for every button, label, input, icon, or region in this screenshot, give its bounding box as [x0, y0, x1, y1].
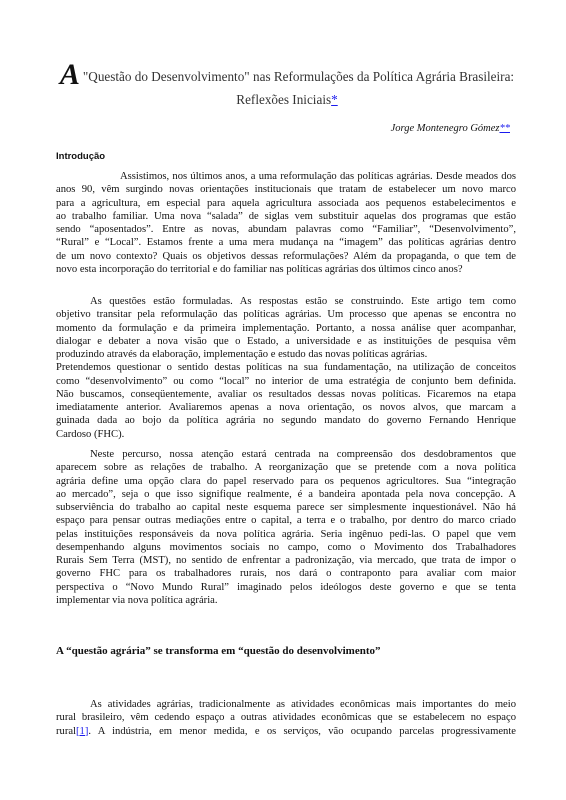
title-footnote-link[interactable]: *	[331, 92, 338, 107]
footnote-ref-link[interactable]: [1]	[76, 725, 89, 737]
paragraph-line: Assistimos, nos últimos anos, a uma reformulação das políticas agrárias. Desde meados dos	[120, 171, 516, 182]
paragraph-text: rural	[56, 725, 76, 737]
paragraph-4	[56, 698, 516, 738]
document-title	[52, 60, 522, 109]
paragraph-line: Neste percurso, nossa atenção estará centrada na compreensão dos desdobramentos que	[90, 449, 516, 460]
paragraph-line-with-ref	[56, 725, 516, 738]
paragraph-line: agrária define uma opção clara do papel reservado para os pequenos agricultores. Sua “integração	[56, 475, 516, 487]
paragraph-line: aparecem sobre as relações de trabalho. A reorganização que se pretende com a nova política	[56, 462, 516, 474]
section-heading-intro: Introdução	[56, 151, 106, 162]
paragraph-line: pelas instituições responsáveis da nova política agrária. Seria ingênuo pedi-las. O papel que vem	[56, 528, 516, 540]
paragraph-line: dialogar e debater a nova visão que o Estado, a universidade e as instituições de pesquisa vêm	[56, 335, 516, 347]
paragraph-line: Não buscamos, conseqüentemente, avaliar os resultados dessas novas políticas. Ficaremos na etapa	[56, 388, 516, 400]
paragraph-line: governo FHC para os trabalhadores rurais, nos dará o contraponto para avaliar com maior	[56, 568, 516, 580]
paragraph-line: As atividades agrárias, tradicionalmente as atividades econômicas mais importantes do meio	[90, 699, 516, 710]
paragraph-line: implementar via nova política agrária.	[56, 594, 218, 606]
paragraph-line: guinada dada ao bojo da política agrária no segundo mandato do governo Fernando Henrique	[56, 415, 516, 427]
paragraph-line: anos 90, vêm surgindo novas orientações institucionais que tratam de estabelecer um novo marco	[56, 184, 516, 196]
paragraph-line: Cardoso (FHC).	[56, 428, 125, 440]
paragraph-2	[56, 295, 516, 441]
paragraph-line: rural brasileiro, vêm cedendo espaço a outras atividades econômicas que se estabelecem no espaço	[56, 712, 516, 724]
paragraph-line: momento da formulação e da primeira implementação. Portanto, a nossa análise quer acompanhar,	[56, 322, 516, 334]
paragraph-line: perspectiva o “Novo Mundo Rural” imaginado pelos ideólogos deste governo e que se tenta	[56, 581, 516, 593]
paragraph-line: “Rural” e “Local”. Estamos frente a uma mera mudança na “imagem” das políticas agrárias dentro	[56, 237, 516, 249]
paragraph-line: Rurais Sem Terra (MST), no sentido de enfrentar a padronização, via mercado, que trata de impor o	[56, 555, 516, 566]
paragraph-line: de um novo contexto? Quais os objetivos dessas reformulações? Além da propaganda, o que tem de	[56, 250, 516, 262]
paragraph-3	[56, 448, 516, 607]
paragraph-line: objetivo transitar pela reformulação das políticas agrárias. Um processo que apenas se encontra no	[56, 309, 516, 321]
paragraph-line: ao mercado”, seja o que isso signifique realmente, é a bandeira apontada pela nova concepção. A	[56, 488, 516, 500]
paragraph-line: espaço para pensar outras mediações entre o capital, a terra e o trabalho, por dentro do marco criado	[56, 515, 516, 527]
title-line-1: "Questão do Desenvolvimento" nas Reformulações da Política Agrária Brasileira:	[82, 69, 515, 84]
paragraph-1	[56, 170, 516, 276]
paragraph-line: imediatamente anterior. Avaliaremos apenas a nova orientação, os novos alvos, que marcam a	[56, 402, 516, 413]
author-footnote-link[interactable]: **	[499, 123, 510, 134]
paragraph-line: para a agricultura, em especial para aquela agricultura associada aos pequenos estabelecimentos e	[56, 197, 516, 209]
section-heading-2: A “questão agrária” se transforma em “questão do desenvolvimento”	[56, 645, 381, 657]
paragraph-line: desempenhando alguns movimentos sociais no campo, como o Movimento dos Trabalhadores	[56, 541, 516, 553]
paragraph-line: como “desenvolvimento” ou como “local” no interior de uma estratégia de conjunto bem definida.	[56, 375, 516, 387]
author-line	[391, 123, 510, 134]
paragraph-line: produzindo através da elaboração, implementação e estudo das novas políticas agrárias.	[56, 349, 428, 360]
paragraph-line: Pretendemos questionar o sentido destas políticas na sua fundamentação, na utilização de conceitos	[56, 362, 516, 374]
author-name: Jorge Montenegro Gómez	[390, 123, 500, 134]
paragraph-line: novo esta incorporação do territorial e do familiar nas políticas agrárias dos últimos cinco anos?	[56, 263, 463, 275]
paragraph-line: ao trabalho familiar. Uma nova “salada” de siglas vem substituir aquelas dos programas que estão	[56, 210, 516, 222]
paragraph-line: subserviência do trabalho ao capital neste esquema parece ser simplesmente inquestionável. Não há	[56, 502, 516, 513]
paragraph-text: . A indústria, em menor medida, e os serviços, vão ocupando parcelas progressivamente	[88, 725, 516, 737]
title-dropcap: A	[59, 58, 80, 91]
paragraph-line: sendo “aposentados”. Entre as novas, abundam palavras como “Familiar”, “Desenvolvimento”,	[56, 224, 516, 235]
title-line-2: Reflexões Iniciais	[236, 92, 332, 107]
paragraph-line: As questões estão formuladas. As respostas estão se construindo. Este artigo tem como	[90, 296, 516, 307]
